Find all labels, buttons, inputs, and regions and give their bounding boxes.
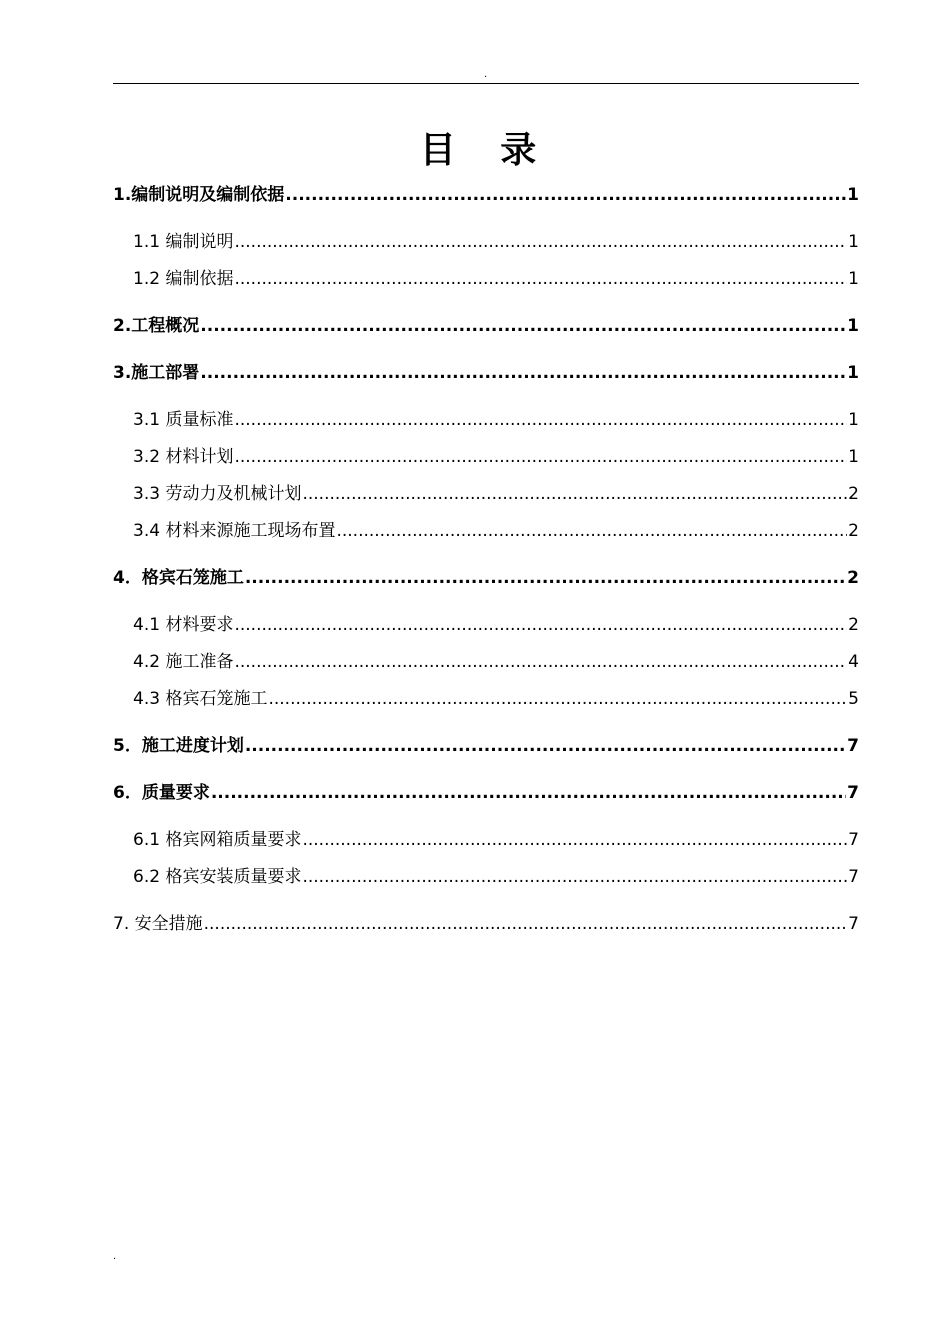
toc-entry-4[interactable] [113, 566, 859, 590]
toc-entry-label: 3.1 质量标准 [133, 410, 234, 430]
toc-entry-3[interactable] [113, 361, 859, 385]
toc-entry-label: 2.工程概况 [113, 316, 200, 336]
toc-entry-2[interactable] [113, 314, 859, 338]
toc-entry-3-2[interactable] [113, 445, 859, 469]
header-mark: . [484, 69, 488, 80]
toc-leader [200, 361, 846, 385]
toc-entry-3-3[interactable] [113, 482, 859, 506]
toc-entry-6-1[interactable] [113, 828, 859, 852]
toc-entry-label: 3.4 材料来源施工现场布置 [133, 521, 336, 541]
toc-entry-label: 7. 安全措施 [113, 914, 203, 934]
toc-entry-3-1[interactable] [113, 408, 859, 432]
toc-entry-label: 5．施工进度计划 [113, 736, 244, 756]
toc-entry-label: 6.1 格宾网箱质量要求 [133, 830, 302, 850]
toc-leader [302, 865, 847, 889]
footer-mark: . [113, 1251, 117, 1262]
toc-leader [268, 687, 847, 711]
toc-entry-page: 2 [848, 521, 859, 541]
toc-leader [234, 267, 847, 291]
toc-leader [234, 408, 847, 432]
toc-entry-4-1[interactable] [113, 613, 859, 637]
toc-entry-7[interactable] [113, 912, 859, 936]
toc-entry-page: 1 [847, 363, 859, 383]
toc-entry-page: 7 [848, 867, 859, 887]
toc-leader [234, 613, 847, 637]
toc-leader [234, 650, 847, 674]
toc-entry-4-2[interactable] [113, 650, 859, 674]
toc-leader [336, 519, 847, 543]
toc-leader [245, 734, 846, 758]
toc-entry-page: 7 [847, 783, 859, 803]
toc-entry-4-3[interactable] [113, 687, 859, 711]
toc-entry-label: 6．质量要求 [113, 783, 210, 803]
toc-entry-page: 4 [848, 652, 859, 672]
toc-entry-page: 1 [848, 232, 859, 252]
toc-entry-page: 2 [848, 615, 859, 635]
toc-leader [285, 183, 846, 207]
toc-leader [211, 781, 846, 805]
toc-leader [234, 230, 847, 254]
toc-leader [302, 482, 847, 506]
toc-entry-page: 2 [848, 484, 859, 504]
toc-entry-label: 1.2 编制依据 [133, 269, 234, 289]
toc-entry-label: 3.3 劳动力及机械计划 [133, 484, 302, 504]
toc-entry-5[interactable] [113, 734, 859, 758]
toc-entry-page: 1 [848, 410, 859, 430]
toc-entry-page: 1 [847, 316, 859, 336]
toc-entry-6[interactable] [113, 781, 859, 805]
toc-entry-label: 4.2 施工准备 [133, 652, 234, 672]
toc-entry-page: 2 [847, 568, 859, 588]
toc-entry-page: 7 [848, 830, 859, 850]
toc-entry-label: 3.施工部署 [113, 363, 200, 383]
toc-entry-page: 7 [847, 736, 859, 756]
toc-entry-label: 4.1 材料要求 [133, 615, 234, 635]
toc-entry-page: 1 [847, 185, 859, 205]
toc-entry-1[interactable] [113, 183, 859, 207]
toc-entry-label: 1.编制说明及编制依据 [113, 185, 285, 205]
toc-entry-label: 4.3 格宾石笼施工 [133, 689, 268, 709]
toc-entry-1-2[interactable] [113, 267, 859, 291]
toc-entry-label: 1.1 编制说明 [133, 232, 234, 252]
toc-list [113, 0, 859, 1000]
toc-entry-1-1[interactable] [113, 230, 859, 254]
toc-entry-label: 6.2 格宾安装质量要求 [133, 867, 302, 887]
toc-leader [204, 912, 848, 936]
toc-leader [245, 566, 846, 590]
toc-entry-3-4[interactable] [113, 519, 859, 543]
toc-entry-page: 7 [848, 914, 859, 934]
toc-entry-label: 3.2 材料计划 [133, 447, 234, 467]
toc-entry-page: 1 [848, 447, 859, 467]
toc-leader [302, 828, 847, 852]
toc-entry-label: 4．格宾石笼施工 [113, 568, 244, 588]
toc-entry-page: 5 [848, 689, 859, 709]
toc-leader [234, 445, 847, 469]
toc-entry-page: 1 [848, 269, 859, 289]
toc-leader [200, 314, 846, 338]
toc-entry-6-2[interactable] [113, 865, 859, 889]
toc-title: 目 录 [419, 130, 553, 172]
